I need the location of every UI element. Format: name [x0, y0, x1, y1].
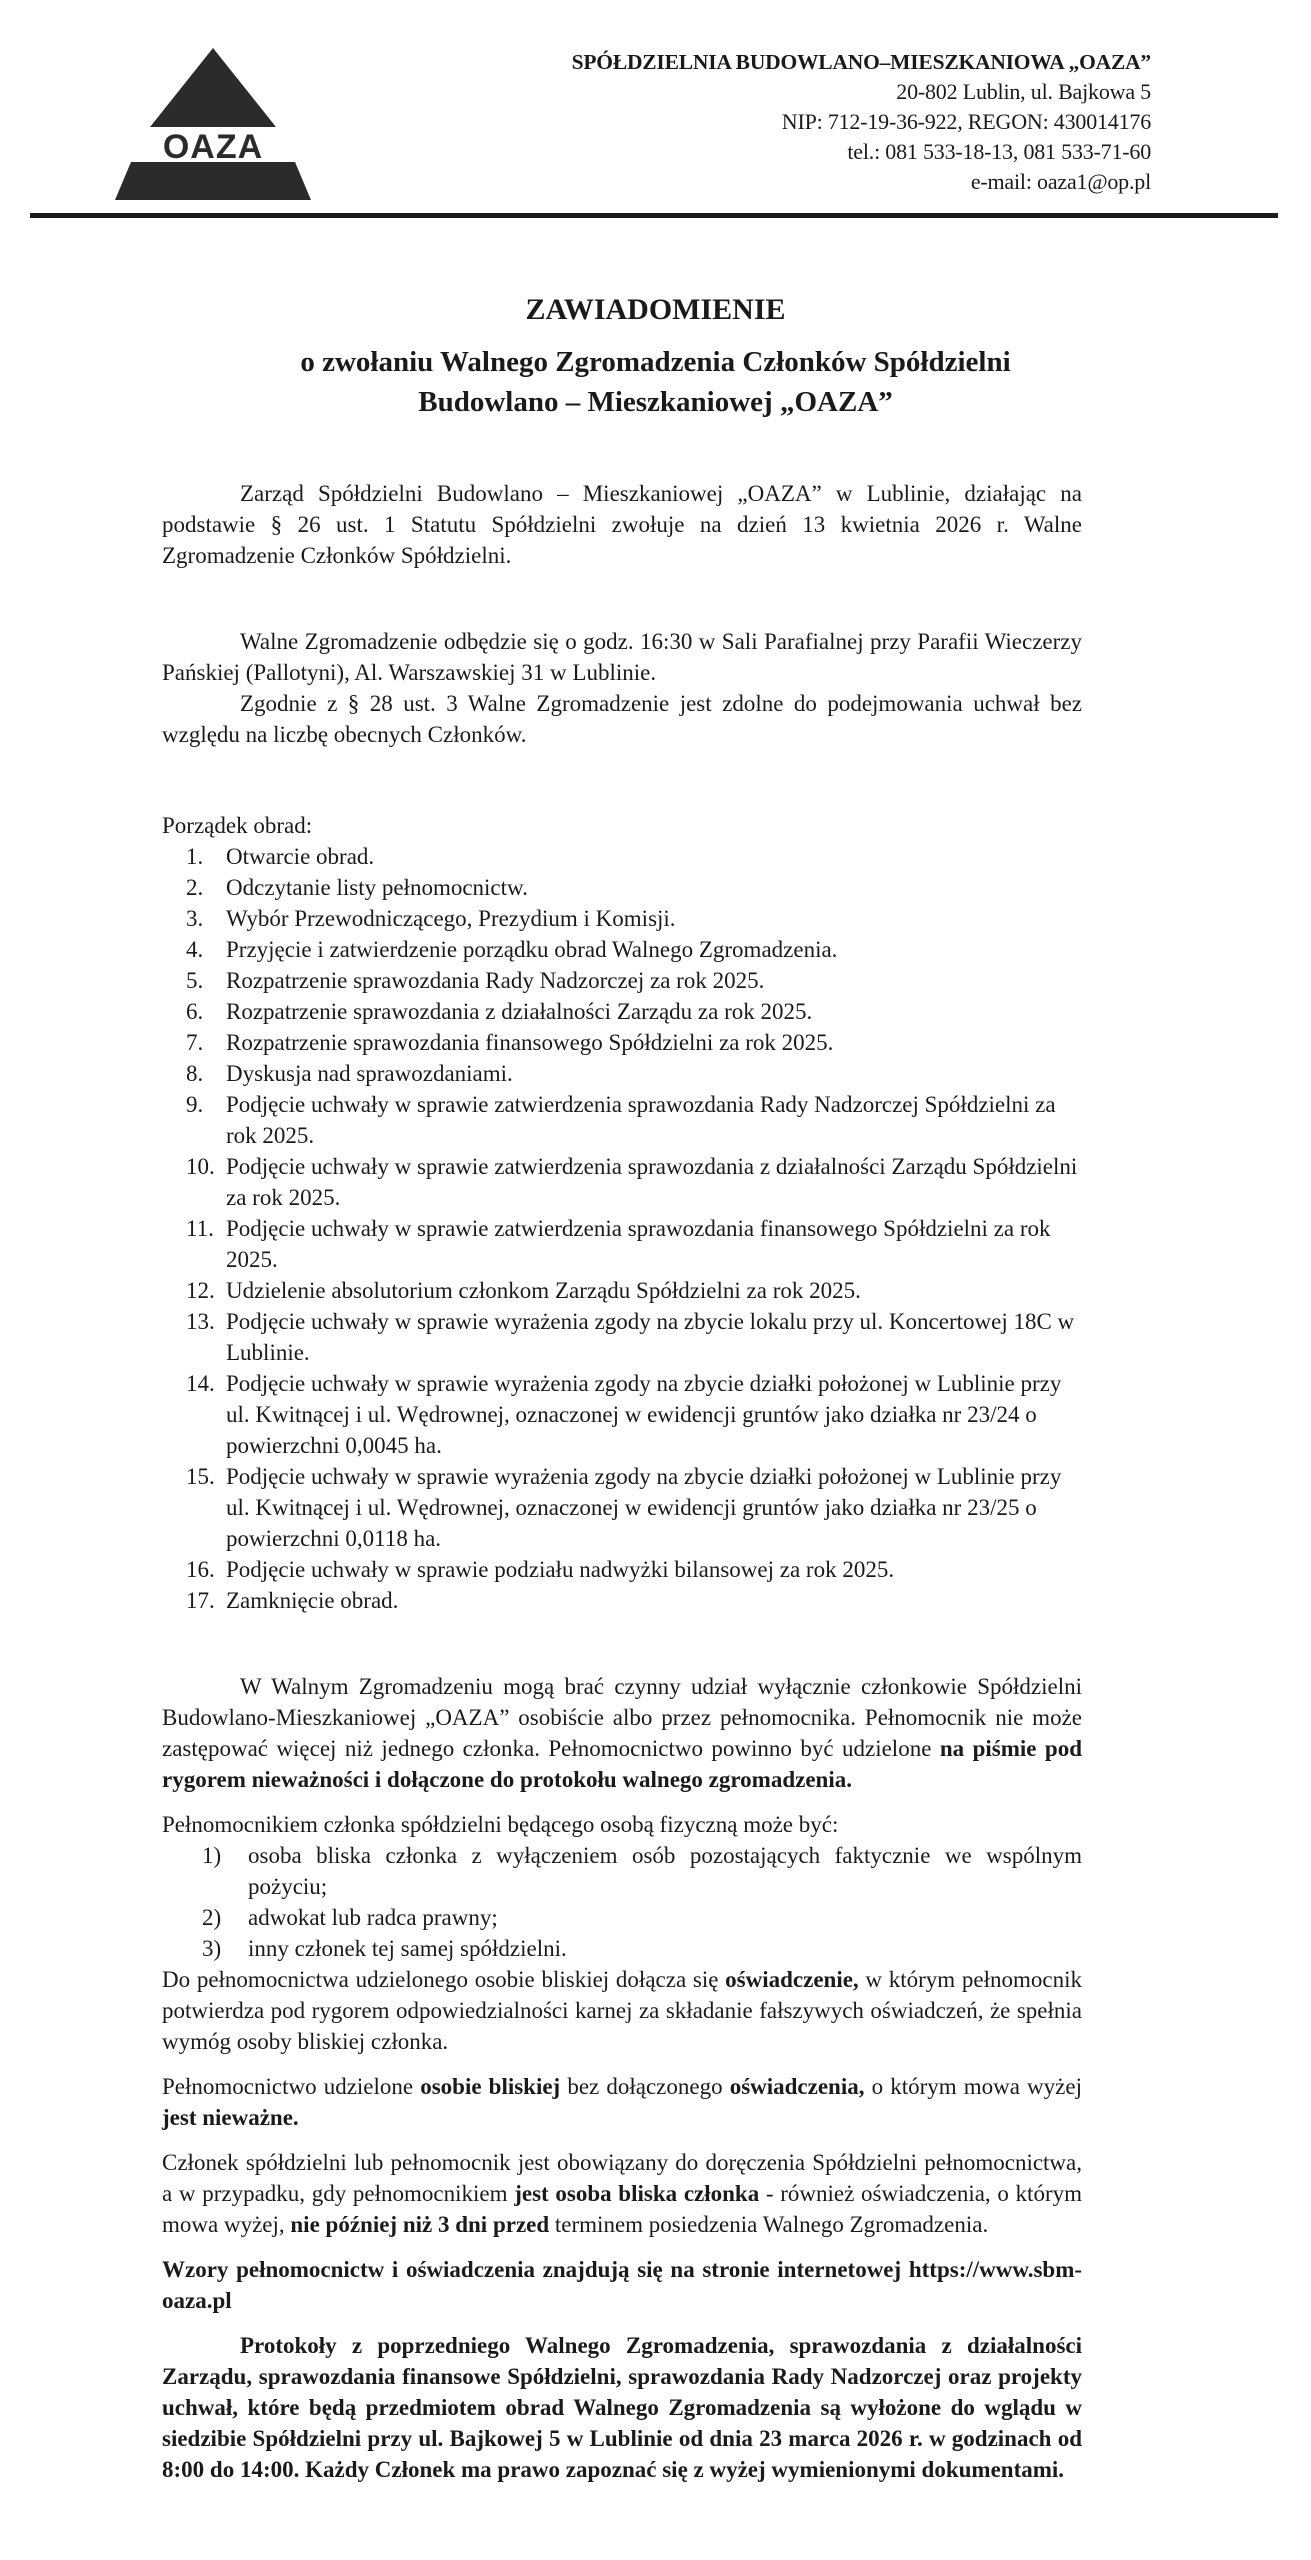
agenda-item: 9. Podjęcie uchwały w sprawie zatwierdzenia sprawozdania Rady Nadzorczej Spółdzielni za rok 2025.: [186, 1092, 1056, 1148]
intro-paragraph: Zarząd Spółdzielni Budowlano – Mieszkaniowej „OAZA” w Lublinie, działając na podstawie § 26 ust. 1 Statutu Spółdzielni zwołuje na dzień 13 kwietnia 2026 r. Walne Zgromadzenie Członków Spółdzielni.: [162, 481, 1082, 568]
proxy-section: [162, 1809, 1082, 2057]
title-line-1: o zwołaniu Walnego Zgromadzenia Członków Spółdzielni: [300, 346, 1011, 378]
quorum-paragraph: Zgodnie z § 28 ust. 3 Walne Zgromadzenie jest zdolne do podejmowania uchwał bez względu na liczbę obecnych Członków.: [162, 691, 1082, 747]
proxy-item: 2) adwokat lub radca prawny;: [202, 1905, 498, 1930]
agenda-list: [162, 841, 1082, 1616]
agenda-heading: Porządek obrad:: [162, 813, 313, 838]
agenda-item: 7. Rozpatrzenie sprawozdania finansowego Spółdzielni za rok 2025.: [186, 1030, 834, 1055]
title-main: ZAWIADOMIENIE: [525, 293, 786, 326]
agenda-item: 14. Podjęcie uchwały w sprawie wyrażenia zgody na zbycie działki położonej w Lublinie przy ul. Kwitnącej i ul. Wędrownej, oznaczonej w ewidencji gruntów jako działka nr 23/24 o powierzchni 0,0045 ha.: [186, 1371, 1062, 1458]
proxy-list: [162, 1840, 1082, 1964]
agenda-item: 5. Rozpatrzenie sprawozdania Rady Nadzorczej za rok 2025.: [186, 968, 765, 993]
invalid-proxy-paragraph: Pełnomocnictwo udzielone osobie bliskiej bez dołączonego oświadczenia, o którym mowa wyżej jest nieważne.: [162, 2074, 1082, 2130]
agenda-item: 15. Podjęcie uchwały w sprawie wyrażenia zgody na zbycie działki położonej w Lublinie przy ul. Kwitnącej i ul. Wędrownej, oznaczonej w ewidencji gruntów jako działka nr 23/25 o powierzchni 0,0118 ha.: [186, 1464, 1062, 1551]
agenda-item: 3. Wybór Przewodniczącego, Prezydium i Komisji.: [186, 906, 676, 931]
document-body: [162, 478, 1082, 2485]
organization-info: [572, 47, 1151, 197]
agenda-item: 4. Przyjęcie i zatwierdzenie porządku obrad Walnego Zgromadzenia.: [186, 937, 838, 962]
templates-paragraph: Wzory pełnomocnictw i oświadczenia znajdują się na stronie internetowej https://www.sbm-oaza.pl: [162, 2257, 1083, 2313]
agenda-item: 13. Podjęcie uchwały w sprawie wyrażenia zgody na zbycie lokalu przy ul. Koncertowej 18C w Lublinie.: [186, 1309, 1075, 1365]
venue-paragraph: Walne Zgromadzenie odbędzie się o godz. 16:30 w Sali Parafialnej przy Parafii Wieczerzy Pańskiej (Pallotyni), Al. Warszawskiej 31 w Lublinie.: [162, 629, 1082, 685]
delivery-paragraph: Członek spółdzielni lub pełnomocnik jest obowiązany do doręczenia Spółdzielni pełnomocnictwa, a w przypadku, gdy pełnomocnikiem jest osoba bliska członka - również oświadczenia, o którym mowa wyżej, nie później niż 3 dni przed terminem posiedzenia Walnego Zgromadzenia.: [162, 2150, 1082, 2237]
proxy-item: 3) inny członek tej samej spółdzielni.: [202, 1936, 567, 1961]
agenda-item: 16. Podjęcie uchwały w sprawie podziału nadwyżki bilansowej za rok 2025.: [186, 1557, 895, 1582]
organization-name: SPÓŁDZIELNIA BUDOWLANO–MIESZKANIOWA „OAZA”: [571, 50, 1151, 74]
organization-address: 20-802 Lublin, ul. Bajkowa 5: [896, 79, 1151, 104]
documents-paragraph: Protokoły z poprzedniego Walnego Zgromadzenia, sprawozdania z działalności Zarządu, sprawozdania finansowe Spółdzielni, sprawozdania Rady Nadzorczej oraz projekty uchwał, które będą przedmiotem obrad Walnego Zgromadzenia są wyłożone do wglądu w siedzibie Spółdzielni przy ul. Bajkowej 5 w Lublinie od dnia 23 marca 2026 r. w godzinach od 8:00 do 14:00. Każdy Członek ma prawo zapoznać się z wyżej wymienionymi dokumentami.: [162, 2333, 1082, 2482]
agenda-item: 8. Dyskusja nad sprawozdaniami.: [186, 1061, 513, 1086]
organization-ids: NIP: 712-19-36-922, REGON: 430014176: [781, 109, 1151, 134]
agenda-section: [162, 810, 1082, 1616]
agenda-item: 1. Otwarcie obrad.: [186, 844, 375, 869]
agenda-item: 17. Zamknięcie obrad.: [186, 1588, 399, 1613]
agenda-item: 2. Odczytanie listy pełnomocnictw.: [186, 875, 528, 900]
header-divider: [30, 213, 1278, 218]
svg-text:OAZA: OAZA: [162, 128, 264, 166]
agenda-item: 10. Podjęcie uchwały w sprawie zatwierdzenia sprawozdania z działalności Zarządu Spółdzielni za rok 2025.: [186, 1154, 1078, 1210]
letterhead: [0, 0, 1311, 225]
organization-phone: tel.: 081 533-18-13, 081 533-71-60: [847, 139, 1151, 164]
statement-paragraph: Do pełnomocnictwa udzielonego osobie bliskiej dołącza się oświadczenie, w którym pełnomocnik potwierdza pod rygorem odpowiedzialności karnej za składanie fałszywych oświadczeń, że spełnia wymóg osoby bliskiej członka.: [162, 1967, 1083, 2054]
agenda-item: 6. Rozpatrzenie sprawozdania z działalności Zarządu za rok 2025.: [186, 999, 813, 1024]
agenda-item: 12. Udzielenie absolutorium członkom Zarządu Spółdzielni za rok 2025.: [186, 1278, 861, 1303]
website-link[interactable]: https://www.sbm-oaza.pl: [162, 2257, 1083, 2313]
document-title: [0, 290, 1311, 422]
proxy-item: 1) osoba bliska członka z wyłączeniem osób pozostających faktycznie we wspólnym pożyciu;: [202, 1843, 1082, 1899]
agenda-item: 11. Podjęcie uchwały w sprawie zatwierdzenia sprawozdania finansowego Spółdzielni za rok 2025.: [186, 1216, 1051, 1272]
proxy-heading: Pełnomocnikiem członka spółdzielni będącego osobą fizyczną może być:: [162, 1812, 839, 1837]
oaza-logo-icon: [113, 45, 353, 200]
organization-email: e-mail: oaza1@op.pl: [970, 169, 1151, 194]
title-line-2: Budowlano – Mieszkaniowej „OAZA”: [418, 386, 893, 418]
participation-paragraph: W Walnym Zgromadzeniu mogą brać czynny udział wyłącznie członkowie Spółdzielni Budowlano-Mieszkaniowej „OAZA” osobiście albo przez pełnomocnika. Pełnomocnik nie może zastępować więcej niż jednego członka. Pełnomocnictwo powinno być udzielone na piśmie pod rygorem nieważności i dołączone do protokołu walnego zgromadzenia.: [162, 1674, 1083, 1792]
